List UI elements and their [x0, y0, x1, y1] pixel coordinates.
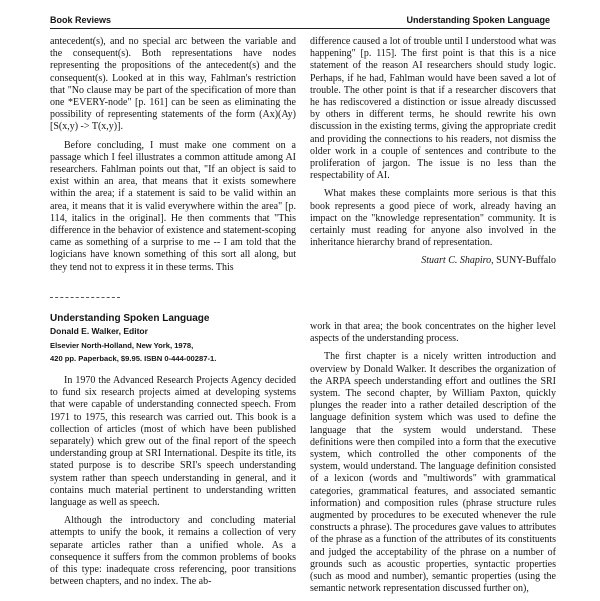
paragraph: work in that area; the book concentrates on the higher level aspects of the understanding process.: [310, 321, 556, 345]
section-separator: [50, 297, 120, 298]
review-column-bottom-right: [310, 321, 556, 601]
paragraph: The first chapter is a nicely written introduction and overview by Donald Walker. It describes the organization of the ARPA speech understanding effort and outlines the SRI system. The second chapter, by William Paxton, quickly plunges the reader into a rather detailed description of the language definition system which was used to define the language that the system would understand. These definitions were then compiled into a form that the executive system, which controlled the other components of the system, would understand. The language definition consisted of a lexicon (words and "multiwords" with grammatical categories, grammatical features, and associated semantic information) and composition rules (phrase structure rules augmented by procedures to be executed whenever the rule constructs a phrase). The procedures gave values to attributes of the phrase as a function of the attributes of its constituents and judged the acceptability of the phrase on a number of grounds such as acoustic properties, syntactic properties (such as mood and number), semantic properties (using the semantic network representation discussed further on),: [310, 351, 556, 595]
header-rule: [50, 28, 550, 29]
book-details: 420 pp. Paperback, $9.95. ISBN 0-444-00287-1.: [50, 354, 217, 363]
running-header-title: Understanding Spoken Language: [406, 15, 550, 25]
paragraph: In 1970 the Advanced Research Projects Agency decided to fund six research projects aimed at developing systems that were capable of understanding connected speech. From 1971 to 1975, this research was carried out. This book is a collection of articles (most of which have been published separately) which grew out of the final report of the speech understanding group at SRI International. Despite its title, its stated purpose is to describe SRI's speech understanding system rather than speech understanding in general, and it contains much material pertinent to understanding written language as well as speech.: [50, 375, 296, 509]
reviewer-name: Stuart C. Shapiro: [421, 255, 492, 267]
book-citation: [50, 313, 296, 367]
paragraph: antecedent(s), and no special arc between the variable and the consequent(s). Both representations have nodes representing the propositions of the antecedent(s) and the consequent(s). Looked at in this way, Fahlman's restriction that "No clause may be part of the specification of more than one *EVERY-node" [p. 161] can be seen as eliminating the possibility of representing statements of the form (Ax)(Ay)[S(x,y) -> T(x,y)].: [50, 36, 296, 133]
paragraph: difference caused a lot of trouble until I understood what was happening" [p. 115]. The first point is that this is a nice statement of the reason AI researchers should study logic. Perhaps, if he had, Fahlman would have been saved a lot of trouble. The other point is that if a researcher discovers that he has rediscovered a distinction or issue already discussed by others in different terms, he should rewrite his own discussion in the existing terms, giving the appropriate credit and providing the connections to his readers, not dismiss the older work in a couple of sentences and contribute to the proliferation of jargon. The issue is no less than the respectability of AI.: [310, 36, 556, 182]
book-publisher: Elsevier North-Holland, New York, 1978,: [50, 341, 194, 350]
paragraph: Although the introductory and concluding material attempts to unify the book, it remains a collection of very separate articles rather than a unified whole. As a consequence it suffers from the common problems of books of this type: inadequate cross referencing, poor transitions between chapters, and no index. The ab-: [50, 515, 296, 588]
book-editor: Donald E. Walker, Editor: [50, 326, 148, 336]
book-title: Understanding Spoken Language: [50, 313, 210, 324]
reviewer-affiliation: , SUNY-Buffalo: [491, 255, 556, 267]
paragraph: Before concluding, I must make one comment on a passage which I feel illustrates a common attitude among AI researchers. Fahlman points out that, "If an object is said to exist within an area, that means that it exists somewhere within the area; if a statement is said to be valid within an area, it means that it is valid everywhere within the area" [p. 114, italics in the original]. He then comments that "This difference in the behavior of existence and statement-scoping came as something of a surprise to me -- I am told that the logicians have known something of this sort all along, but they tend not to express it in these terms. This: [50, 139, 296, 273]
review-column-top-left: [50, 36, 296, 280]
review-column-bottom-left: [50, 375, 296, 594]
running-header-section: Book Reviews: [50, 15, 112, 25]
reviewer-signature: [310, 255, 556, 267]
paragraph: What makes these complaints more serious is that this book represents a good piece of work, already having an impact on the "knowledge representation" community. It is certainly must reading for anyone also involved in the inheritance hierarchy brand of representation.: [310, 188, 556, 249]
review-column-top-right: [310, 36, 556, 268]
